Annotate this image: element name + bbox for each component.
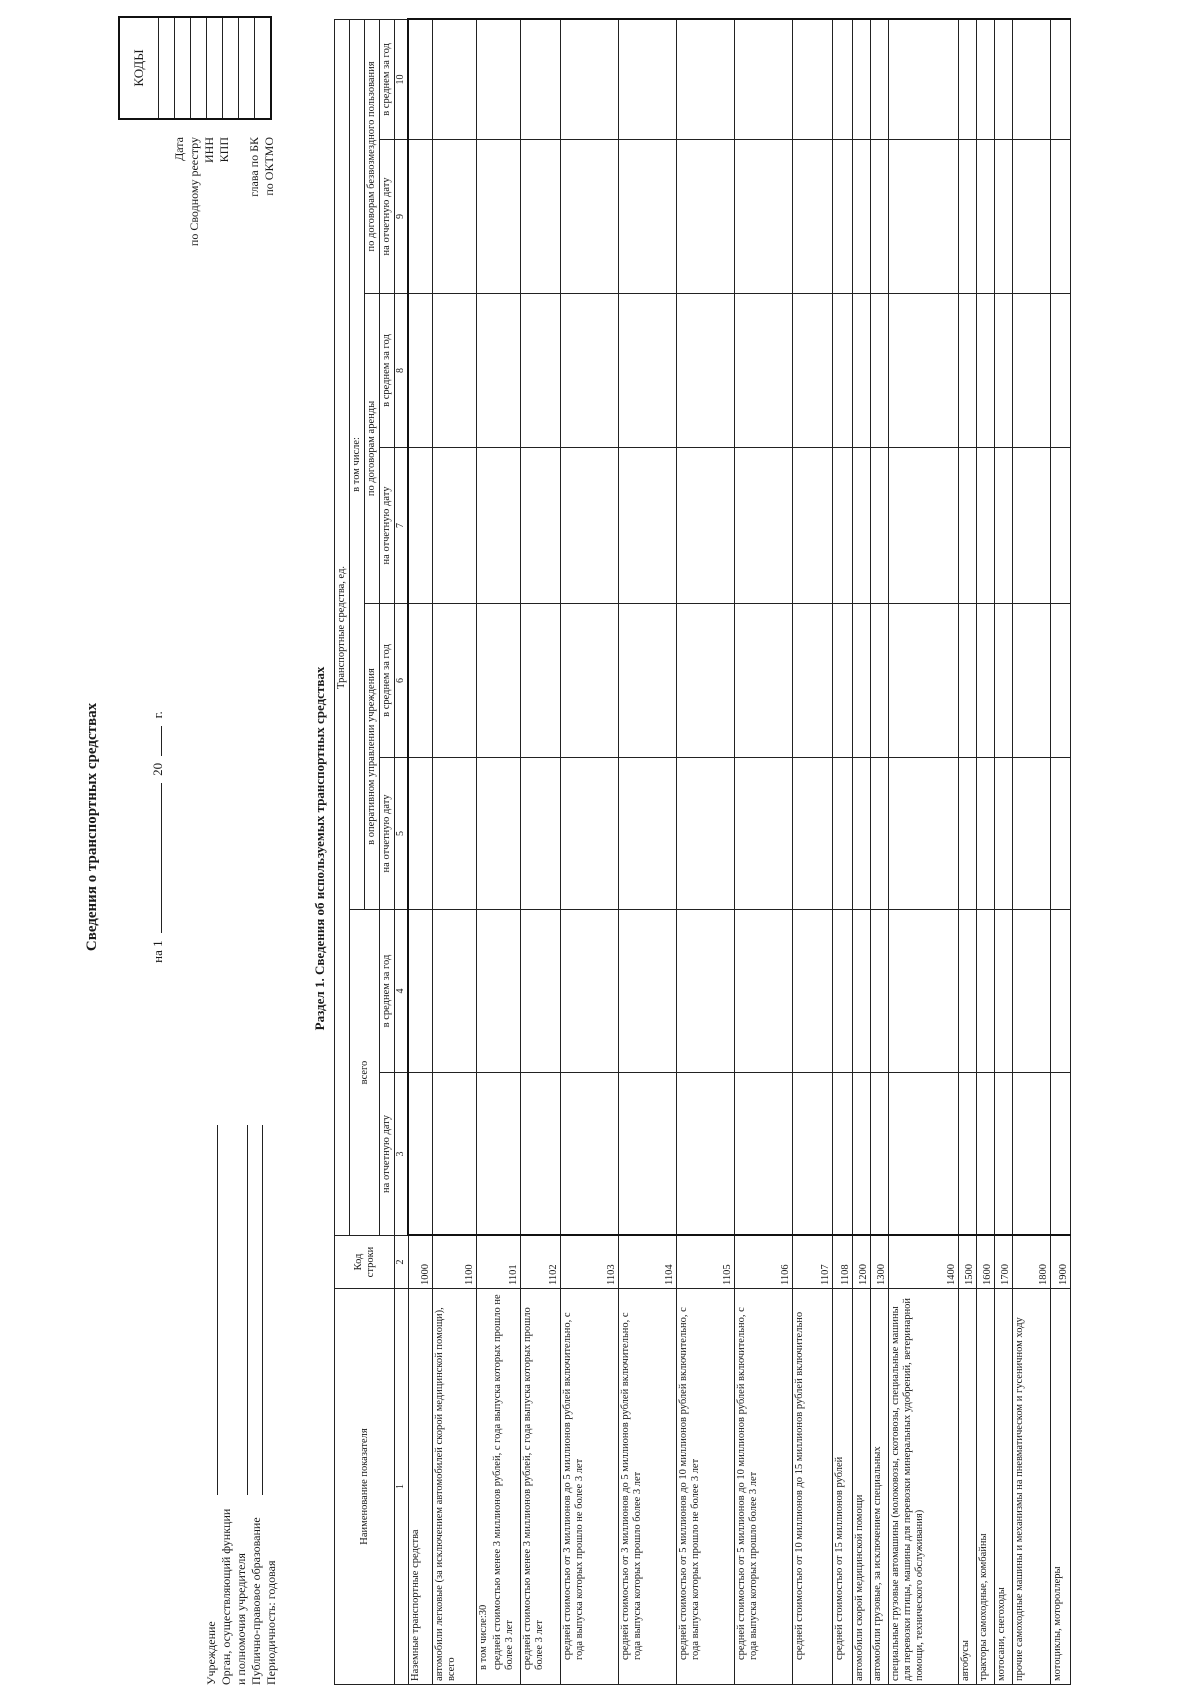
cell[interactable] bbox=[476, 910, 521, 1073]
cell[interactable] bbox=[889, 910, 959, 1073]
institution-blank[interactable] bbox=[204, 1125, 218, 1495]
col-free-date: на отчетную дату bbox=[380, 140, 395, 294]
col-number: 5 bbox=[395, 758, 409, 910]
col-number: 2 bbox=[395, 1236, 409, 1289]
cell[interactable] bbox=[959, 1073, 977, 1236]
cell[interactable] bbox=[521, 294, 561, 448]
table-row bbox=[408, 19, 432, 1684]
cell[interactable] bbox=[889, 294, 959, 448]
cell[interactable] bbox=[521, 448, 561, 604]
table-row bbox=[995, 19, 1013, 1684]
cell[interactable] bbox=[871, 19, 889, 139]
row-code: 1101 bbox=[476, 1236, 521, 1289]
cell[interactable] bbox=[521, 19, 561, 139]
cell[interactable] bbox=[735, 758, 793, 910]
header-field-periodicity: Периодичность: годовая bbox=[264, 1560, 278, 1685]
cell[interactable] bbox=[871, 604, 889, 758]
row-code: 1200 bbox=[853, 1236, 871, 1289]
founder-blank[interactable] bbox=[234, 1125, 248, 1495]
cell[interactable] bbox=[1051, 910, 1071, 1073]
cell[interactable] bbox=[677, 1073, 735, 1236]
code-label-bk: глава по БК bbox=[247, 137, 261, 197]
cell[interactable] bbox=[521, 604, 561, 758]
cell[interactable] bbox=[476, 1073, 521, 1236]
cell[interactable] bbox=[1051, 140, 1071, 294]
cell[interactable] bbox=[889, 758, 959, 910]
cell[interactable] bbox=[833, 910, 853, 1073]
cell[interactable] bbox=[476, 140, 521, 294]
cell[interactable] bbox=[833, 604, 853, 758]
col-free-avg: в среднем за год bbox=[380, 19, 395, 139]
row-code: 1106 bbox=[735, 1236, 793, 1289]
row-name: средней стоимостью от 3 миллионов до 5 миллионов рублей включительно, с года выпуска которых прошло не более 3 лет bbox=[561, 1289, 619, 1685]
cell[interactable] bbox=[1013, 448, 1051, 604]
cell[interactable] bbox=[521, 758, 561, 910]
cell[interactable] bbox=[677, 604, 735, 758]
cell[interactable] bbox=[432, 19, 476, 139]
cell[interactable] bbox=[619, 1073, 677, 1236]
cell[interactable] bbox=[853, 19, 871, 139]
row-name: средней стоимостью от 15 миллионов рублей bbox=[833, 1289, 853, 1685]
cell[interactable] bbox=[1013, 604, 1051, 758]
cell[interactable] bbox=[677, 294, 735, 448]
cell[interactable] bbox=[977, 140, 995, 294]
cell[interactable] bbox=[521, 910, 561, 1073]
row-name: средней стоимостью от 5 миллионов до 10 миллионов рублей включительно, с года выпуска которых прошло не более 3 лет bbox=[677, 1289, 735, 1685]
cell[interactable] bbox=[432, 1073, 476, 1236]
row-name: средней стоимостью от 10 миллионов до 15 миллионов рублей включительно bbox=[793, 1289, 833, 1685]
col-number: 4 bbox=[395, 910, 409, 1073]
cell[interactable] bbox=[561, 448, 619, 604]
cell[interactable] bbox=[977, 910, 995, 1073]
cell[interactable] bbox=[959, 910, 977, 1073]
col-number: 3 bbox=[395, 1073, 409, 1236]
cell[interactable] bbox=[793, 910, 833, 1073]
header-field-founder-cont: и полномочия учредителя bbox=[234, 1125, 249, 1685]
row-name: средней стоимостью менее 3 миллионов рублей, с года выпуска которых прошло не более 3 лет bbox=[491, 1289, 521, 1685]
cell[interactable] bbox=[959, 758, 977, 910]
cell[interactable] bbox=[793, 604, 833, 758]
cell[interactable] bbox=[995, 758, 1013, 910]
cell[interactable] bbox=[889, 140, 959, 294]
table-row bbox=[959, 19, 977, 1684]
table-row bbox=[432, 19, 476, 1684]
cell[interactable] bbox=[677, 758, 735, 910]
cell[interactable] bbox=[408, 294, 432, 448]
cell[interactable] bbox=[619, 758, 677, 910]
table-row bbox=[476, 19, 491, 1684]
cell[interactable] bbox=[1013, 140, 1051, 294]
cell[interactable] bbox=[853, 604, 871, 758]
cell[interactable] bbox=[677, 910, 735, 1073]
col-number: 9 bbox=[395, 140, 409, 294]
header-field-institution: Учреждение bbox=[204, 1125, 219, 1685]
col-operative-avg: в среднем за год bbox=[380, 604, 395, 758]
report-date-line bbox=[150, 537, 166, 1137]
cell[interactable] bbox=[432, 604, 476, 758]
cell[interactable] bbox=[853, 448, 871, 604]
sub-free-header: по договорам безвозмездного пользования bbox=[365, 19, 380, 293]
row-code: 1100 bbox=[432, 1236, 476, 1289]
row-name: автомобили грузовые, за исключением специальных bbox=[871, 1289, 889, 1685]
cell[interactable] bbox=[871, 448, 889, 604]
cell[interactable] bbox=[619, 294, 677, 448]
row-name: в том числе:30 bbox=[476, 1289, 491, 1685]
col-total-avg: в среднем за год bbox=[380, 910, 395, 1073]
cell[interactable] bbox=[1051, 19, 1071, 139]
code-oktmo[interactable] bbox=[255, 18, 270, 118]
row-name: прочие самоходные машины и механизмы на пневматическом и гусеничном ходу bbox=[1013, 1289, 1051, 1685]
cell[interactable] bbox=[833, 140, 853, 294]
cell[interactable] bbox=[677, 140, 735, 294]
row-code: 1104 bbox=[619, 1236, 677, 1289]
cell[interactable] bbox=[432, 910, 476, 1073]
sub-operative-header: в оперативном управлении учреждения bbox=[365, 604, 380, 910]
cell[interactable] bbox=[853, 140, 871, 294]
date-year-blank[interactable] bbox=[161, 726, 162, 756]
cell[interactable] bbox=[561, 140, 619, 294]
cell[interactable] bbox=[476, 604, 521, 758]
cell[interactable] bbox=[432, 294, 476, 448]
cell[interactable] bbox=[793, 448, 833, 604]
row-code: 1600 bbox=[977, 1236, 995, 1289]
col-lease-date: на отчетную дату bbox=[380, 448, 395, 604]
cell[interactable] bbox=[735, 910, 793, 1073]
cell[interactable] bbox=[1013, 19, 1051, 139]
col-number: 8 bbox=[395, 294, 409, 448]
row-name: Наземные транспортные средства bbox=[408, 1289, 432, 1685]
date-year-prefix: 20 bbox=[150, 762, 165, 776]
row-code: 1800 bbox=[1013, 1236, 1051, 1289]
row-name: мотосани, снегоходы bbox=[995, 1289, 1013, 1685]
cell[interactable] bbox=[959, 604, 977, 758]
cell[interactable] bbox=[735, 1073, 793, 1236]
row-name: автомобили легковые (за исключением автомобилей скорой медицинской помощи), всего bbox=[432, 1289, 476, 1685]
municipality-blank[interactable] bbox=[249, 1125, 263, 1495]
cell[interactable] bbox=[995, 604, 1013, 758]
cell[interactable] bbox=[1013, 910, 1051, 1073]
code-kpp[interactable] bbox=[207, 18, 223, 118]
cell[interactable] bbox=[476, 294, 521, 448]
cell[interactable] bbox=[408, 910, 432, 1073]
table-row bbox=[561, 19, 619, 1684]
date-prefix: на 1 bbox=[150, 940, 165, 963]
cell[interactable] bbox=[889, 604, 959, 758]
codes-title: КОДЫ bbox=[120, 18, 159, 118]
cell[interactable] bbox=[408, 448, 432, 604]
table-row bbox=[619, 19, 677, 1684]
cell[interactable] bbox=[561, 910, 619, 1073]
cell[interactable] bbox=[735, 140, 793, 294]
cell[interactable] bbox=[735, 448, 793, 604]
cell[interactable] bbox=[521, 140, 561, 294]
cell[interactable] bbox=[561, 294, 619, 448]
cell[interactable] bbox=[561, 19, 619, 139]
cell[interactable] bbox=[735, 604, 793, 758]
cell[interactable] bbox=[561, 604, 619, 758]
row-code: 1500 bbox=[959, 1236, 977, 1289]
cell[interactable] bbox=[432, 448, 476, 604]
cell[interactable] bbox=[871, 140, 889, 294]
cell[interactable] bbox=[619, 910, 677, 1073]
table-row bbox=[1051, 19, 1071, 1684]
code-label-oktmo: по ОКТМО bbox=[262, 137, 276, 196]
cell[interactable] bbox=[995, 1073, 1013, 1236]
row-name: специальные грузовые автомашины (молоковозы, скотовозы, специальные машины для перевозки птицы, машины для перевозки минеральных удобрений, ветеринарной помощи, технического обслуживания) bbox=[889, 1289, 959, 1685]
cell[interactable] bbox=[793, 140, 833, 294]
row-name: средней стоимостью от 5 миллионов до 10 миллионов рублей включительно, с года выпуска которых прошло более 3 лет bbox=[735, 1289, 793, 1685]
cell[interactable] bbox=[871, 758, 889, 910]
row-code: 1300 bbox=[871, 1236, 889, 1289]
cell[interactable] bbox=[889, 448, 959, 604]
cell[interactable] bbox=[833, 294, 853, 448]
code-register[interactable] bbox=[175, 18, 191, 118]
cell[interactable] bbox=[1051, 448, 1071, 604]
row-code: 1108 bbox=[833, 1236, 853, 1289]
cell[interactable] bbox=[871, 294, 889, 448]
col-number: 1 bbox=[395, 1289, 409, 1685]
col-total-date: на отчетную дату bbox=[380, 1073, 395, 1236]
date-suffix: г. bbox=[150, 711, 165, 719]
row-name: автомобили скорой медицинской помощи bbox=[853, 1289, 871, 1685]
table-row bbox=[977, 19, 995, 1684]
cell[interactable] bbox=[1013, 1073, 1051, 1236]
cell[interactable] bbox=[619, 19, 677, 139]
section-title: Раздел 1. Сведения об используемых транспортных средствах bbox=[312, 666, 327, 1031]
table-row bbox=[889, 19, 959, 1684]
cell[interactable] bbox=[408, 1073, 432, 1236]
cell[interactable] bbox=[432, 758, 476, 910]
col-number: 10 bbox=[395, 19, 409, 139]
row-name: автобусы bbox=[959, 1289, 977, 1685]
cell[interactable] bbox=[959, 19, 977, 139]
cell[interactable] bbox=[1051, 294, 1071, 448]
cell[interactable] bbox=[871, 910, 889, 1073]
cell[interactable] bbox=[677, 448, 735, 604]
cell[interactable] bbox=[476, 19, 521, 139]
row-name: средней стоимостью менее 3 миллионов рублей, с года выпуска которых прошло более 3 лет bbox=[521, 1289, 561, 1685]
cell[interactable] bbox=[408, 140, 432, 294]
table-row bbox=[793, 19, 833, 1684]
col-name-header: Наименование показателя bbox=[335, 1289, 395, 1685]
cell[interactable] bbox=[959, 448, 977, 604]
codes-labels bbox=[172, 137, 277, 357]
code-label-register: по Сводному реестру bbox=[187, 137, 201, 247]
cell[interactable] bbox=[1051, 604, 1071, 758]
code-label-kpp: КПП bbox=[217, 137, 231, 163]
cell[interactable] bbox=[561, 758, 619, 910]
table-row bbox=[1013, 19, 1051, 1684]
subgroup-incl-header: в том числе: bbox=[350, 19, 365, 909]
cell[interactable] bbox=[432, 140, 476, 294]
cell[interactable] bbox=[977, 1073, 995, 1236]
table-row bbox=[521, 19, 561, 1684]
cell[interactable] bbox=[977, 448, 995, 604]
row-code: 1000 bbox=[408, 1236, 432, 1289]
header-field-founder: Орган, осуществляющий функции bbox=[219, 1508, 233, 1685]
cell[interactable] bbox=[1051, 758, 1071, 910]
cell[interactable] bbox=[476, 758, 521, 910]
cell[interactable] bbox=[619, 140, 677, 294]
row-code: 1103 bbox=[561, 1236, 619, 1289]
header-field-municipality: Публично-правовое образование bbox=[249, 1125, 264, 1685]
cell[interactable] bbox=[408, 604, 432, 758]
col-code-header: Код строки bbox=[335, 1236, 395, 1289]
cell[interactable] bbox=[995, 910, 1013, 1073]
cell[interactable] bbox=[853, 294, 871, 448]
cell[interactable] bbox=[833, 1073, 853, 1236]
cell[interactable] bbox=[833, 758, 853, 910]
cell[interactable] bbox=[833, 19, 853, 139]
table-row bbox=[833, 19, 853, 1684]
cell[interactable] bbox=[977, 758, 995, 910]
group-header: Транспортные средства, ед. bbox=[335, 19, 350, 1235]
row-code: 1107 bbox=[793, 1236, 833, 1289]
cell[interactable] bbox=[977, 19, 995, 139]
cell[interactable] bbox=[521, 1073, 561, 1236]
code-date[interactable] bbox=[159, 18, 175, 118]
cell[interactable] bbox=[619, 604, 677, 758]
cell[interactable] bbox=[853, 1073, 871, 1236]
row-code: 1105 bbox=[677, 1236, 735, 1289]
row-name: мотоциклы, мотороллеры bbox=[1051, 1289, 1071, 1685]
code-label-empty bbox=[232, 137, 247, 357]
cell[interactable] bbox=[995, 448, 1013, 604]
table-body bbox=[408, 19, 1071, 1684]
code-bk[interactable] bbox=[239, 18, 255, 118]
cell[interactable] bbox=[995, 140, 1013, 294]
transport-table bbox=[334, 18, 1071, 1685]
cell[interactable] bbox=[735, 19, 793, 139]
row-name: средней стоимостью от 3 миллионов до 5 миллионов рублей включительно, с года выпуска которых прошло более 3 лет bbox=[619, 1289, 677, 1685]
cell[interactable] bbox=[793, 19, 833, 139]
cell[interactable] bbox=[1013, 294, 1051, 448]
cell[interactable] bbox=[889, 19, 959, 139]
code-inn[interactable] bbox=[191, 18, 207, 118]
cell[interactable] bbox=[977, 604, 995, 758]
cell[interactable] bbox=[889, 1073, 959, 1236]
cell[interactable] bbox=[871, 1073, 889, 1236]
code-empty[interactable] bbox=[223, 18, 239, 118]
cell[interactable] bbox=[793, 294, 833, 448]
cell[interactable] bbox=[833, 448, 853, 604]
cell[interactable] bbox=[793, 758, 833, 910]
document-title: Сведения о транспортных средствах bbox=[84, 702, 100, 952]
cell[interactable] bbox=[853, 758, 871, 910]
row-code: 1102 bbox=[521, 1236, 561, 1289]
table-row bbox=[677, 19, 735, 1684]
col-number: 7 bbox=[395, 448, 409, 604]
cell[interactable] bbox=[793, 1073, 833, 1236]
cell[interactable] bbox=[1051, 1073, 1071, 1236]
cell[interactable] bbox=[995, 19, 1013, 139]
cell[interactable] bbox=[1013, 758, 1051, 910]
cell[interactable] bbox=[959, 294, 977, 448]
cell[interactable] bbox=[995, 294, 1013, 448]
row-code: 1400 bbox=[889, 1236, 959, 1289]
row-code: 1700 bbox=[995, 1236, 1013, 1289]
table-row bbox=[871, 19, 889, 1684]
col-lease-avg: в среднем за год bbox=[380, 294, 395, 448]
table-row bbox=[853, 19, 871, 1684]
cell[interactable] bbox=[561, 1073, 619, 1236]
cell[interactable] bbox=[677, 19, 735, 139]
col-number: 6 bbox=[395, 604, 409, 758]
row-code: 1900 bbox=[1051, 1236, 1071, 1289]
col-operative-date: на отчетную дату bbox=[380, 758, 395, 910]
code-label-inn: ИНН bbox=[202, 137, 216, 163]
codes-box bbox=[118, 16, 272, 120]
date-day-month-blank[interactable] bbox=[161, 783, 162, 933]
subgroup-total-header: всего bbox=[350, 910, 380, 1236]
cell[interactable] bbox=[476, 448, 521, 604]
cell[interactable] bbox=[735, 294, 793, 448]
sub-lease-header: по договорам аренды bbox=[365, 294, 380, 604]
cell[interactable] bbox=[977, 294, 995, 448]
table-row bbox=[735, 19, 793, 1684]
header-fields bbox=[204, 1125, 279, 1685]
cell[interactable] bbox=[619, 448, 677, 604]
cell[interactable] bbox=[408, 758, 432, 910]
row-name: тракторы самоходные, комбайны bbox=[977, 1289, 995, 1685]
cell[interactable] bbox=[408, 19, 432, 139]
cell[interactable] bbox=[959, 140, 977, 294]
cell[interactable] bbox=[853, 910, 871, 1073]
code-label-date: Дата bbox=[172, 137, 186, 161]
